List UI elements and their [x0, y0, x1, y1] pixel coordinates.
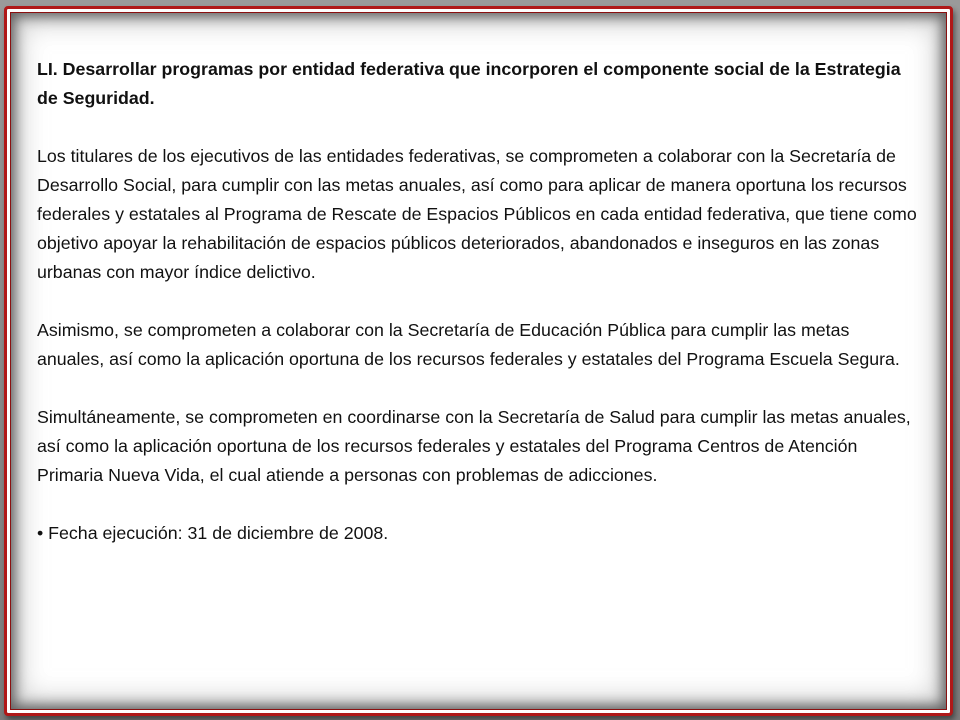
paragraph-salud: Simultáneamente, se comprometen en coordinarse con la Secretaría de Salud para cumplir las metas anuales, así como la aplicación oportuna de los recursos federales y estatales del Programa Centros de Atención Primaria Nueva Vida, el cual atiende a personas con problemas de adicciones. [37, 407, 911, 485]
execution-date-bullet: • Fecha ejecución: 31 de diciembre de 2008. [37, 523, 389, 543]
slide-content [37, 55, 917, 548]
slide-heading: LI. Desarrollar programas por entidad federativa que incorporen el componente social de la Estrategia de Seguridad. [37, 59, 901, 108]
paragraph-educacion-publica: Asimismo, se comprometen a colaborar con la Secretaría de Educación Pública para cumplir las metas anuales, así como la aplicación oportuna de los recursos federales y estatales del Programa Escuela Segura. [37, 320, 900, 369]
paragraph-desarrollo-social: Los titulares de los ejecutivos de las entidades federativas, se comprometen a colaborar con la Secretaría de Desarrollo Social, para cumplir con las metas anuales, así como para aplicar de manera oportuna los recursos federales y estatales al Programa de Rescate de Espacios Públicos en cada entidad federativa, que tiene como objetivo apoyar la rehabilitación de espacios públicos deteriorados, abandonados e inseguros en las zonas urbanas con mayor índice delictivo. [37, 146, 917, 282]
